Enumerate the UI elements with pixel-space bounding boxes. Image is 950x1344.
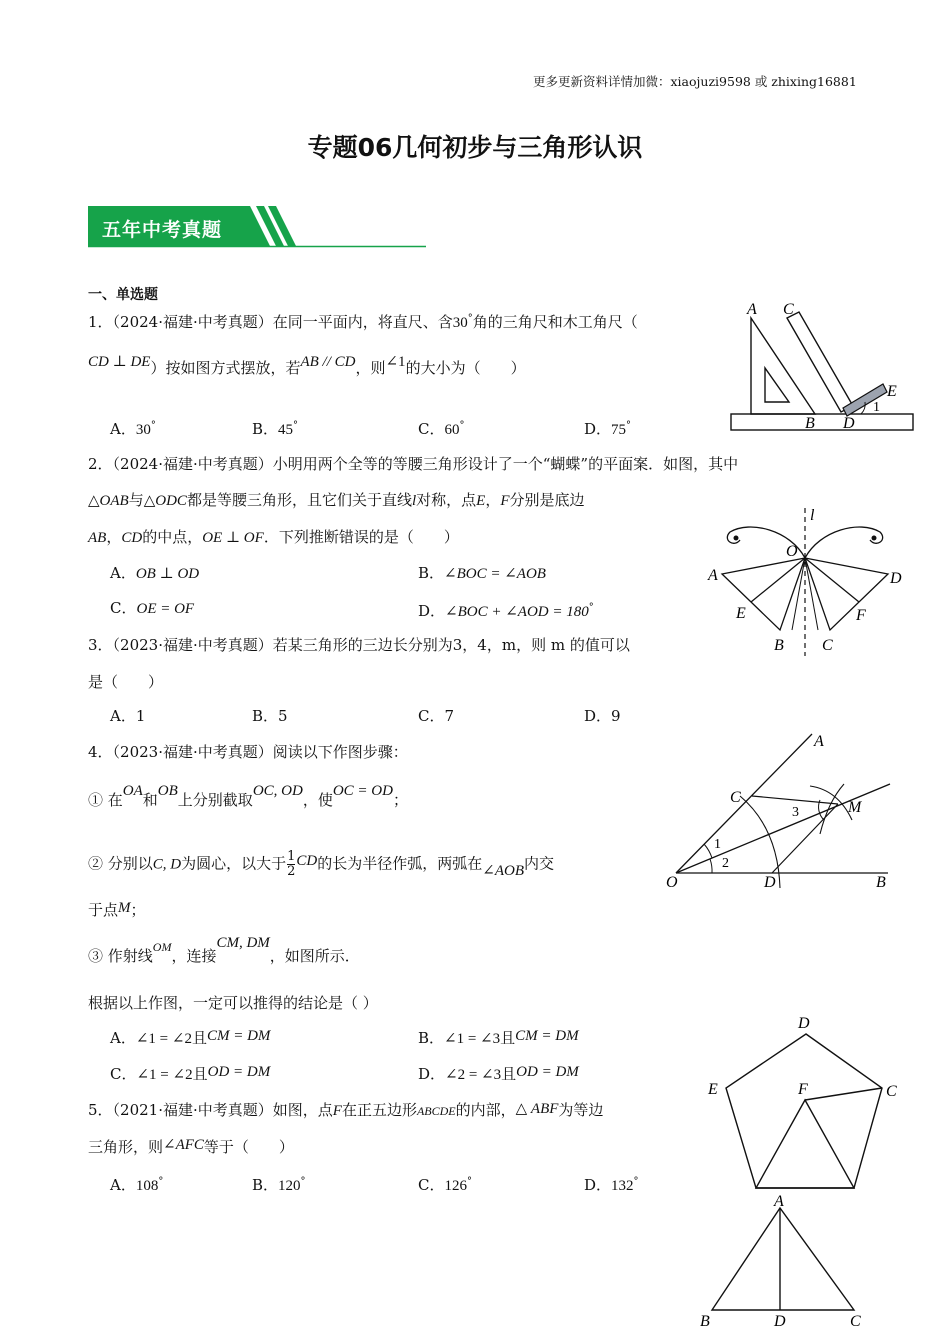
q4-fig-label-2: 2 [722, 856, 729, 871]
q2-option-b: B．∠BOC = ∠AOB [418, 564, 546, 582]
q4-fig-label-d: D [764, 874, 776, 891]
q1-option-a: A．30° [110, 420, 156, 438]
q5-option-d: D．132° [584, 1176, 639, 1194]
q4-ray-oa: OA [122, 783, 143, 799]
q4-step2-cont: 于点M； [88, 900, 146, 919]
q4-fig-label-o: O [666, 874, 678, 891]
q5-line1: 5．（2021·福建·中考真题）如图，点F在正五边形ABCDE的内部，△ ABF为等边 [88, 1101, 604, 1119]
q4-figure [660, 728, 900, 896]
q2-tri-odc: △ODC [143, 493, 187, 509]
q2-text-a: （2024·福建·中考真题）小明用两个全等的等腰三角形设计了一个“蝴蝶”的平面案．如图，其中 [112, 455, 739, 473]
q5-pentagon: ABCDE [416, 1104, 456, 1118]
q3-option-a: A．1 [110, 707, 146, 725]
q4-point-m: M [118, 900, 131, 916]
q4-oc-eq-od: OC = OD [332, 783, 393, 799]
banner-label: 五年中考真题 [102, 219, 223, 241]
q2-line2: △OAB与△ODC都是等腰三角形，且它们关于直线l对称，点E，F分别是底边 [88, 491, 585, 509]
q4-fig-label-a: A [814, 733, 824, 750]
q3-line1 [88, 635, 630, 655]
q2-line3: AB，CD的中点，OE ⊥ OF．下列推断错误的是（ ） [88, 528, 459, 546]
q2-line-l: l [411, 493, 417, 509]
q1-fig-label-1: 1 [873, 400, 880, 415]
q5-fig-label-c: C [886, 1083, 897, 1100]
q1-angle1: ∠1 [385, 354, 406, 370]
q1-text-e: 的大小为（ ） [405, 359, 526, 377]
q2-fig-label-b: B [774, 637, 784, 654]
fig6-label-d: D [774, 1313, 786, 1330]
q2-point-f: F [500, 493, 510, 509]
q2-fig-label-l: l [810, 507, 815, 524]
q1-deg30: 30 [452, 315, 468, 331]
q2-fig-label-f: F [856, 607, 866, 624]
q1-text-a: （2024·福建·中考真题）在同一平面内，将直尺、含 [112, 313, 453, 331]
q2-fig-label-a: A [708, 567, 718, 584]
q1-text-b: 角的三角尺和木工角尺（ [472, 313, 638, 331]
q5-option-a: A．108° [110, 1176, 164, 1194]
q4-line1 [88, 742, 408, 762]
q5-angle-afc: ∠AFC [163, 1137, 204, 1153]
q5-option-b: B．120° [252, 1176, 306, 1194]
q4-cm-dm: CM, DM [216, 935, 270, 951]
q2-number: 2． [88, 455, 113, 473]
q5-tri-abf: △ ABF [515, 1101, 559, 1117]
q5-figure-svg [700, 1012, 910, 1190]
q1-number: 1． [88, 313, 113, 331]
q4-ray-om: OM [152, 940, 172, 954]
q4-ray-ob: OB [157, 783, 178, 799]
q4-number: 4． [88, 743, 113, 761]
q1-figure [725, 298, 920, 438]
q3-number: 3． [88, 636, 113, 654]
q5-fig-label-e: E [708, 1081, 718, 1098]
q5-fig-label-f: F [798, 1081, 808, 1098]
q5-fig-label-d: D [798, 1015, 810, 1032]
q3-option-b: B．5 [252, 707, 288, 725]
q3-option-c: C．7 [418, 707, 455, 725]
q1-option-b: B．45° [252, 420, 299, 438]
q1-line1: 1．（2024·福建·中考真题）在同一平面内，将直尺、含30°角的三角尺和木工角尺（ [88, 313, 638, 331]
q2-fig-label-c: C [822, 637, 833, 654]
q1-fig-label-c: C [783, 301, 794, 318]
fig6-label-c: C [850, 1313, 861, 1330]
section-banner [88, 206, 426, 248]
q1-text-c: ）按如图方式摆放，若 [150, 359, 301, 377]
q4-fig-label-1: 1 [714, 837, 721, 852]
q4-step2: ② 分别以C, D为圆心，以大于 $\frac{1}{2}$ CD的长为半径作弧，两弧在∠AOB内交 [88, 849, 555, 879]
q2-oe-perp-of: OE ⊥ OF [202, 530, 264, 546]
q1-text-d: ，则 [355, 359, 386, 377]
q1-cd-perp-de: CD ⊥ DE [88, 354, 151, 370]
q4-step3: ③ 作射线$^{OM}$，连接CM, DM，如图所示． [88, 935, 360, 965]
q4-option-d: D．∠2 = ∠3且OD = DM [418, 1064, 579, 1083]
q1-fig-label-a: A [747, 301, 757, 318]
q4-points-cd: C, D [152, 856, 182, 873]
q2-seg-cd: CD [121, 530, 143, 546]
q1-line2 [88, 354, 526, 379]
q1-option-d: D．75° [584, 420, 632, 438]
section-heading: 一、单选题 [88, 287, 158, 303]
q2-fig-label-o: O [786, 543, 798, 560]
q2-tri-oab: △OAB [88, 493, 129, 509]
fig6-label-a: A [774, 1193, 784, 1210]
q4-option-b: B．∠1 = ∠3且CM = DM [418, 1028, 579, 1047]
q4-option-c: C．∠1 = ∠2且OD = DM [110, 1064, 271, 1083]
q5-point-f: F [332, 1103, 342, 1119]
q4-fig-label-3: 3 [792, 805, 799, 820]
q4-oc-od: OC, OD [252, 783, 303, 799]
q3-line2: 是（ ） [88, 673, 164, 691]
q1-fig-label-d: D [843, 415, 855, 432]
q1-ab-par-cd: AB // CD [300, 354, 356, 370]
q3-option-d: D．9 [584, 707, 621, 725]
q4-seg-cd: CD [296, 852, 318, 869]
q2-option-d: D．∠BOC + ∠AOD = 180° [418, 602, 594, 620]
q3-text-a: （2023·福建·中考真题）若某三角形的三边长分别为3，4，m，则 m 的值可以 [112, 636, 630, 654]
q2-fig-label-e: E [736, 605, 746, 622]
q2-option-c: C．OE = OF [110, 599, 195, 617]
q4-fig-label-b: B [876, 874, 886, 891]
q2-option-a: A．OB ⊥ OD [110, 564, 200, 582]
next-question-figure [698, 1190, 878, 1338]
page-title: 专题06几何初步与三角形认识 [307, 133, 643, 162]
q5-option-c: C．126° [418, 1176, 472, 1194]
q4-text-a: （2023·福建·中考真题）阅读以下作图步骤： [112, 743, 408, 761]
q2-line1 [88, 454, 738, 474]
fig6-label-b: B [700, 1313, 710, 1330]
q4-fig-label-c: C [730, 789, 741, 806]
q4-conclusion: 根据以上作图，一定可以推得的结论是（ ） [88, 994, 378, 1012]
q1-fig-label-b: B [805, 415, 815, 432]
q2-seg-ab: AB [88, 530, 107, 546]
q4-step1: ① 在OA和OB上分别截取OC, OD，使OC = OD； [88, 783, 408, 809]
q1-fig-label-e: E [887, 383, 897, 400]
q4-fig-label-m: M [848, 799, 862, 816]
q4-angle-aob: ∠AOB [482, 862, 525, 879]
q4-fraction-half: $\frac{1}{2}$ [287, 849, 296, 879]
q5-line2: 三角形，则∠AFC等于（ ） [88, 1137, 294, 1156]
q1-option-c: C．60° [418, 420, 465, 438]
q2-figure [700, 500, 910, 658]
header-note: 更多更新资料详情加微：xiaojuzi9598 或 zhixing16881 [533, 74, 857, 89]
q5-figure [700, 1012, 910, 1190]
q2-point-e: E [476, 493, 486, 509]
q4-option-a: A．∠1 = ∠2且CM = DM [110, 1028, 271, 1047]
q2-fig-label-d: D [890, 570, 902, 587]
q5-number: 5． [88, 1101, 113, 1119]
